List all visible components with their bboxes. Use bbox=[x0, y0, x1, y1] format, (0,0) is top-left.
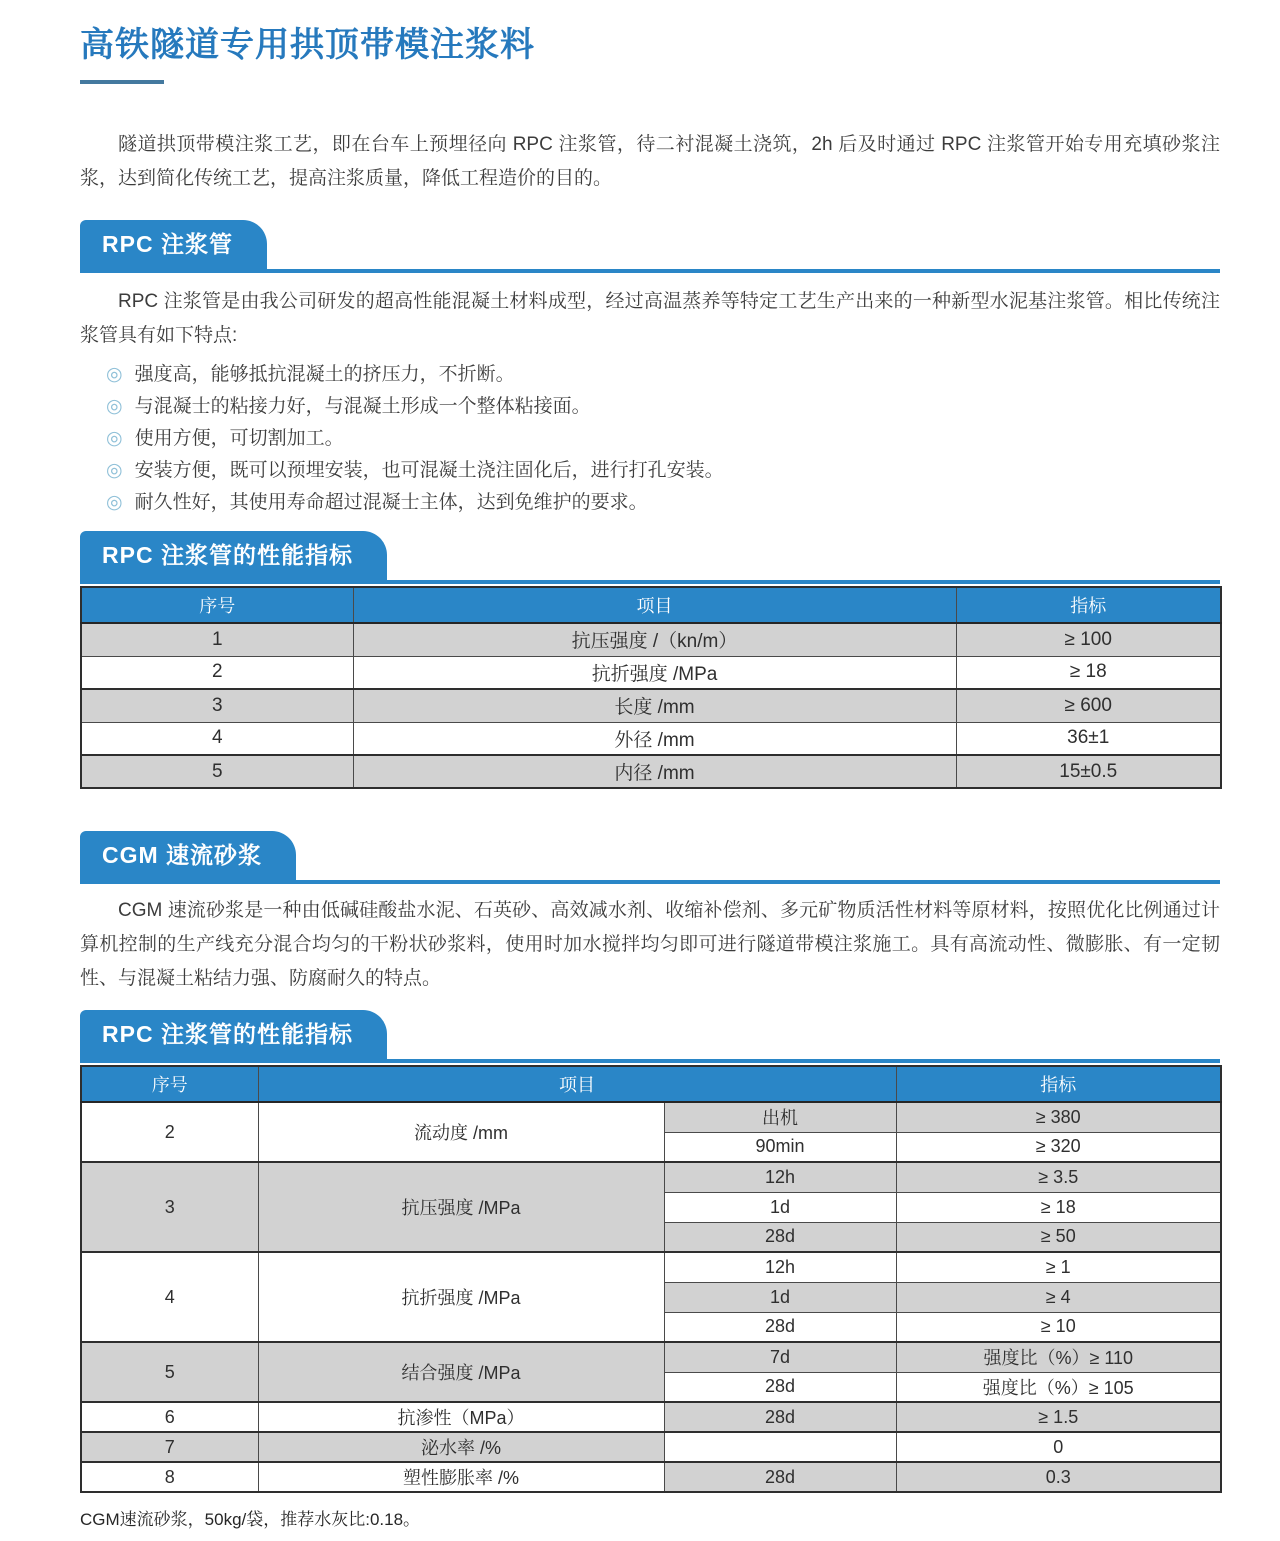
table-row bbox=[81, 1342, 1221, 1372]
cgm-performance-table bbox=[80, 1065, 1222, 1493]
cell-condition bbox=[664, 1432, 896, 1462]
table-header-row bbox=[81, 1066, 1221, 1102]
cell-condition: 12h bbox=[664, 1252, 896, 1282]
page-title: 高铁隧道专用拱顶带模注浆料 bbox=[80, 26, 535, 64]
cell-value: 强度比（%）≥ 105 bbox=[896, 1372, 1221, 1402]
cell-no: 8 bbox=[81, 1462, 258, 1492]
cell-value: 0.3 bbox=[896, 1462, 1221, 1492]
cell-value: ≥ 3.5 bbox=[896, 1162, 1221, 1192]
cell-condition: 7d bbox=[664, 1342, 896, 1372]
rpc-feature-list bbox=[80, 359, 1240, 519]
cell-item: 外径 /mm bbox=[353, 722, 956, 755]
cell-condition: 12h bbox=[664, 1162, 896, 1192]
section-tab-rpc-table: RPC 注浆管的性能指标 bbox=[80, 531, 387, 580]
cell-value: ≥ 380 bbox=[896, 1102, 1221, 1132]
cell-condition: 1d bbox=[664, 1282, 896, 1312]
section-tab-cgm: CGM 速流砂浆 bbox=[80, 831, 296, 880]
list-item-text: 耐久性好，其使用寿命超过混凝士主体，达到免维护的要求。 bbox=[134, 492, 648, 513]
table-row bbox=[81, 1252, 1221, 1282]
rpc-performance-table bbox=[80, 586, 1222, 789]
cell-item: 抗渗性（MPa） bbox=[258, 1402, 664, 1432]
cgm-paragraph: CGM 速流砂浆是一种由低碱硅酸盐水泥、石英砂、高效减水剂、收缩补偿剂、多元矿物质活性材料等原材料，按照优化比例通过计算机控制的生产线充分混合均匀的干粉状砂浆料，使用时加水搅拌均匀即可进行隧道带模注浆施工。具有高流动性、微膨胀、有一定韧性、与混凝土粘结力强、防腐耐久的特点。 bbox=[80, 900, 1220, 989]
cell-condition: 28d bbox=[664, 1312, 896, 1342]
table-header-row bbox=[81, 587, 1221, 623]
cell-value: ≥ 18 bbox=[956, 656, 1221, 689]
bullseye-bullet-icon: ◎ bbox=[106, 428, 123, 449]
cell-value: 15±0.5 bbox=[956, 755, 1221, 788]
table-row bbox=[81, 623, 1221, 656]
table-row bbox=[81, 1102, 1221, 1132]
table-row bbox=[81, 722, 1221, 755]
bullseye-bullet-icon: ◎ bbox=[106, 460, 123, 481]
list-item bbox=[106, 423, 1240, 455]
cell-condition: 28d bbox=[664, 1402, 896, 1432]
table-row bbox=[81, 1162, 1221, 1192]
table-row bbox=[81, 1402, 1221, 1432]
section-header-rpc-pipe bbox=[80, 220, 1220, 273]
document-page bbox=[80, 0, 1240, 1530]
list-item bbox=[106, 391, 1240, 423]
cell-value: ≥ 18 bbox=[896, 1192, 1221, 1222]
list-item-text: 强度高，能够抵抗混凝土的挤压力，不折断。 bbox=[134, 364, 515, 385]
cell-condition: 出机 bbox=[664, 1102, 896, 1132]
column-header-index: 指标 bbox=[896, 1066, 1221, 1102]
cell-value: ≥ 10 bbox=[896, 1312, 1221, 1342]
cell-condition: 90min bbox=[664, 1132, 896, 1162]
cell-no: 2 bbox=[81, 656, 353, 689]
bullseye-bullet-icon: ◎ bbox=[106, 364, 123, 385]
cell-no: 3 bbox=[81, 1162, 258, 1252]
cell-item: 长度 /mm bbox=[353, 689, 956, 722]
list-item-text: 使用方便，可切割加工。 bbox=[134, 428, 344, 449]
cell-value: 36±1 bbox=[956, 722, 1221, 755]
table-row bbox=[81, 755, 1221, 788]
cell-no: 7 bbox=[81, 1432, 258, 1462]
section-header-cgm-table bbox=[80, 1010, 1220, 1063]
cell-value: ≥ 320 bbox=[896, 1132, 1221, 1162]
list-item bbox=[106, 455, 1240, 487]
title-underline bbox=[80, 80, 164, 84]
cell-condition: 28d bbox=[664, 1372, 896, 1402]
section-header-rpc-table bbox=[80, 531, 1220, 584]
cell-item: 抗压强度 /MPa bbox=[258, 1162, 664, 1252]
column-header-item: 项目 bbox=[258, 1066, 896, 1102]
table-row bbox=[81, 689, 1221, 722]
cell-no: 2 bbox=[81, 1102, 258, 1162]
column-header-index: 指标 bbox=[956, 587, 1221, 623]
cell-no: 5 bbox=[81, 755, 353, 788]
column-header-no: 序号 bbox=[81, 1066, 258, 1102]
cell-item: 结合强度 /MPa bbox=[258, 1342, 664, 1402]
cell-no: 3 bbox=[81, 689, 353, 722]
cell-item: 抗折强度 /MPa bbox=[258, 1252, 664, 1342]
cell-no: 1 bbox=[81, 623, 353, 656]
table-row bbox=[81, 656, 1221, 689]
section-tab-cgm-table: RPC 注浆管的性能指标 bbox=[80, 1010, 387, 1059]
cell-no: 4 bbox=[81, 722, 353, 755]
cell-item: 泌水率 /% bbox=[258, 1432, 664, 1462]
bullseye-bullet-icon: ◎ bbox=[106, 492, 123, 513]
list-item-text: 与混凝士的粘接力好，与混凝土形成一个整体粘接面。 bbox=[134, 396, 591, 417]
cell-item: 内径 /mm bbox=[353, 755, 956, 788]
list-item-text: 安装方便，既可以预埋安装，也可混凝土浇注固化后，进行打孔安装。 bbox=[134, 460, 724, 481]
cell-value: 强度比（%）≥ 110 bbox=[896, 1342, 1221, 1372]
cell-value: ≥ 600 bbox=[956, 689, 1221, 722]
table-row bbox=[81, 1462, 1221, 1492]
section-header-cgm bbox=[80, 831, 1220, 884]
cell-no: 4 bbox=[81, 1252, 258, 1342]
column-header-no: 序号 bbox=[81, 587, 353, 623]
list-item bbox=[106, 359, 1240, 391]
list-item bbox=[106, 487, 1240, 519]
bullseye-bullet-icon: ◎ bbox=[106, 396, 123, 417]
cell-item: 抗折强度 /MPa bbox=[353, 656, 956, 689]
cell-condition: 1d bbox=[664, 1192, 896, 1222]
cell-no: 6 bbox=[81, 1402, 258, 1432]
cell-value: ≥ 1 bbox=[896, 1252, 1221, 1282]
section-tab-rpc-pipe: RPC 注浆管 bbox=[80, 220, 267, 269]
cell-value: ≥ 1.5 bbox=[896, 1402, 1221, 1432]
intro-paragraph: 隧道拱顶带模注浆工艺，即在台车上预埋径向 RPC 注浆管，待二衬混凝土浇筑，2h 后及时通过 RPC 注浆管开始专用充填砂浆注浆，达到简化传统工艺，提高注浆质量，降低工程造价的目的。 bbox=[80, 134, 1220, 189]
table-row bbox=[81, 1432, 1221, 1462]
footer-note: CGM速流砂浆，50kg/袋，推荐水灰比:0.18。 bbox=[80, 1510, 421, 1529]
cell-value: 0 bbox=[896, 1432, 1221, 1462]
cell-value: ≥ 100 bbox=[956, 623, 1221, 656]
cell-value: ≥ 50 bbox=[896, 1222, 1221, 1252]
rpc-pipe-paragraph: RPC 注浆管是由我公司研发的超高性能混凝土材料成型，经过高温蒸养等特定工艺生产出来的一种新型水泥基注浆管。相比传统注浆管具有如下特点: bbox=[80, 291, 1220, 346]
column-header-item: 项目 bbox=[353, 587, 956, 623]
cell-item: 抗压强度 /（kn/m） bbox=[353, 623, 956, 656]
cell-value: ≥ 4 bbox=[896, 1282, 1221, 1312]
cell-condition: 28d bbox=[664, 1222, 896, 1252]
cell-condition: 28d bbox=[664, 1462, 896, 1492]
cell-no: 5 bbox=[81, 1342, 258, 1402]
cell-item: 塑性膨胀率 /% bbox=[258, 1462, 664, 1492]
cell-item: 流动度 /mm bbox=[258, 1102, 664, 1162]
